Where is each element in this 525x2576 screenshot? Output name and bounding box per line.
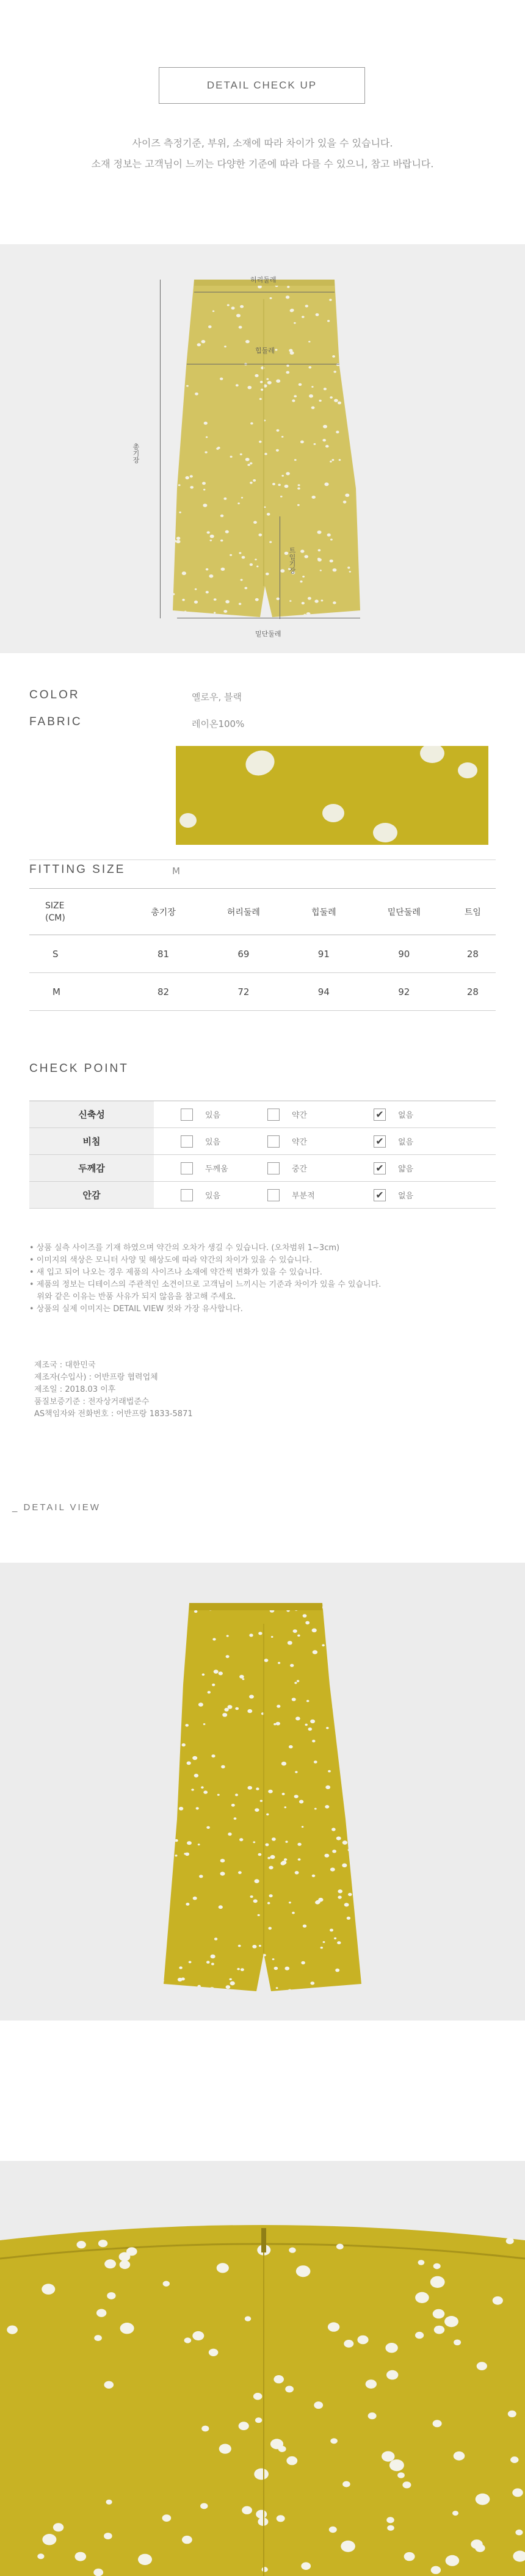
- note-line: • 제품의 정보는 디테이스의 주관적인 소견이므로 고객님이 느끼시는 기준과 차이가 있을 수 있습니다.: [29, 1280, 382, 1289]
- check-point-title: CHECK POINT: [29, 1062, 129, 1075]
- fabric-value: 레이온100%: [192, 718, 245, 729]
- check-row-lining: [29, 1182, 496, 1209]
- hip-measure-label: 힙둘레: [255, 347, 275, 355]
- check-option-label: 없음: [398, 1192, 414, 1201]
- color-label: COLOR: [29, 689, 80, 701]
- size-header-hip: 힙둘레: [289, 889, 358, 935]
- checkbox[interactable]: [267, 1135, 280, 1148]
- check-option-label: 있음: [205, 1138, 221, 1147]
- detail-check-up-title: DETAIL CHECK UP: [159, 67, 365, 104]
- check-row-sheer: [29, 1128, 496, 1155]
- size-table-header-row: [29, 889, 496, 935]
- size-cell: 28: [450, 973, 496, 1011]
- flat-lay-skirt-image: [0, 244, 525, 653]
- note-line: 위와 같은 이유는 반품 사유가 되지 않음을 참고해 주세요.: [29, 1292, 236, 1301]
- size-header-length: 총기장: [129, 889, 198, 935]
- notes-block: [29, 1242, 381, 1315]
- check-category: 안감: [29, 1182, 154, 1209]
- checkbox-checked[interactable]: ✔: [374, 1109, 386, 1121]
- check-option-label: 얇음: [398, 1165, 414, 1174]
- checkbox-checked[interactable]: ✔: [374, 1135, 386, 1148]
- skirt-closeup-photo: [0, 2161, 525, 2576]
- intro-line-1: 사이즈 측정기준, 부위, 소재에 따라 차이가 있을 수 있습니다.: [132, 137, 393, 149]
- size-cell: 92: [358, 973, 450, 1011]
- checkbox[interactable]: [181, 1135, 193, 1148]
- size-cell: 28: [450, 935, 496, 973]
- check-option-label: 두께움: [205, 1165, 228, 1174]
- check-option-label: 약간: [292, 1138, 308, 1147]
- check-category: 신축성: [29, 1101, 154, 1128]
- size-cell: M: [29, 973, 129, 1011]
- size-cell: 82: [129, 973, 198, 1011]
- size-cell: 69: [198, 935, 289, 973]
- checkbox[interactable]: [267, 1162, 280, 1174]
- checkbox[interactable]: [181, 1189, 193, 1201]
- checkbox[interactable]: [267, 1189, 280, 1201]
- checkbox-checked[interactable]: ✔: [374, 1162, 386, 1174]
- check-option-label: 없음: [398, 1138, 414, 1147]
- check-category: 두께감: [29, 1155, 154, 1182]
- checkbox-checked[interactable]: ✔: [374, 1189, 386, 1201]
- origin-line: 품질보증기준 : 전자상거래법준수: [34, 1397, 150, 1406]
- detail-view-label: _ DETAIL VIEW: [12, 1502, 101, 1513]
- skirt-photo-full: [0, 1563, 525, 2021]
- check-category: 비침: [29, 1128, 154, 1155]
- origin-block: [34, 1359, 193, 1420]
- check-option-label: 없음: [398, 1111, 414, 1120]
- size-cell: 90: [358, 935, 450, 973]
- note-line: • 상품의 실제 이미지는 DETAIL VIEW 컷와 가장 유사합니다.: [29, 1304, 243, 1314]
- checkbox[interactable]: [267, 1109, 280, 1121]
- table-row: [29, 935, 496, 973]
- origin-line: 제조일 : 2018.03 이후: [34, 1385, 116, 1394]
- checkbox[interactable]: [181, 1109, 193, 1121]
- check-option-label: 있음: [205, 1192, 221, 1201]
- note-line: • 새 입고 되어 나오는 경우 제품의 사이즈나 소재에 약간씩 변화가 있을 수 있습니다.: [29, 1268, 322, 1277]
- size-header-size: SIZE (CM): [29, 889, 129, 935]
- origin-line: AS책임자와 전화번호 : 어반프랑 1833-5871: [34, 1409, 193, 1419]
- check-row-thickness: [29, 1155, 496, 1182]
- checkbox[interactable]: [181, 1162, 193, 1174]
- size-header-hem: 밑단둘레: [358, 889, 450, 935]
- size-header-slit: 트임: [450, 889, 496, 935]
- length-measure-label: 총기장: [132, 443, 140, 463]
- hem-measure-label: 밑단둘레: [255, 630, 281, 638]
- intro-line-2: 소재 정보는 고객님이 느끼는 다양한 기준에 따라 다를 수 있으니, 참고 바랍니다.: [91, 158, 434, 170]
- size-cell: S: [29, 935, 129, 973]
- size-cell: 72: [198, 973, 289, 1011]
- check-option-label: 약간: [292, 1111, 308, 1120]
- size-header-waist: 허리둘레: [198, 889, 289, 935]
- check-option-label: 부분적: [292, 1192, 315, 1201]
- waist-measure-label: 허리둘레: [250, 276, 277, 284]
- check-row-stretch: [29, 1101, 496, 1128]
- size-cell: 91: [289, 935, 358, 973]
- note-line: • 이미지의 색상은 모니터 사양 및 해상도에 따라 약간의 차이가 있을 수 있습니다.: [29, 1256, 313, 1265]
- color-value: 옐로우, 블랙: [192, 692, 242, 703]
- slit-measure-label: 트임기장: [288, 547, 296, 574]
- fabric-label: FABRIC: [29, 715, 82, 728]
- size-cell: 94: [289, 973, 358, 1011]
- check-option-label: 중간: [292, 1165, 308, 1174]
- origin-line: 제조국 : 대한민국: [34, 1361, 96, 1370]
- fitting-size-label: FITTING SIZE: [29, 863, 126, 876]
- origin-line: 제조자(수입사) : 어반프랑 협력업체: [34, 1373, 158, 1382]
- fabric-swatch: [176, 746, 488, 845]
- check-point-table: [29, 1101, 496, 1209]
- table-row: [29, 973, 496, 1011]
- check-option-label: 있음: [205, 1111, 221, 1120]
- note-line: • 상품 실측 사이즈를 기재 하였으며 약간의 오차가 생길 수 있습니다. (오차범위 1~3cm): [29, 1243, 340, 1253]
- size-table: [29, 888, 496, 1011]
- fitting-size-value: M: [172, 866, 180, 877]
- size-cell: 81: [129, 935, 198, 973]
